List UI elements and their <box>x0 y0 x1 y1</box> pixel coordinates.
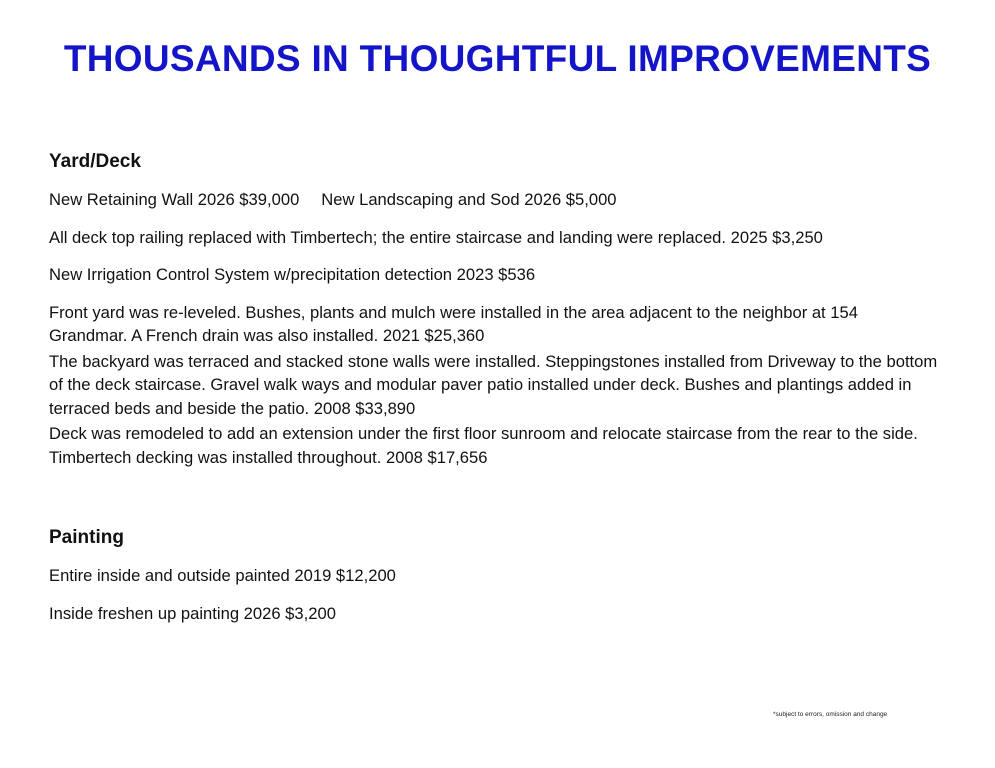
item-retaining-wall: New Retaining Wall 2026 $39,000 <box>49 190 300 209</box>
list-item-front-yard: Front yard was re-leveled. Bushes, plants and mulch were installed in the area adjacent to the neighbor at 154 Grandmar. A French drain was also installed. 2021 $25,360 <box>49 302 858 345</box>
list-item-retaining-wall-and-landscaping <box>49 188 939 212</box>
page-title: THOUSANDS IN THOUGHTFUL IMPROVEMENTS <box>63 38 932 79</box>
list-item-freshen-up: Inside freshen up painting 2026 $3,200 <box>49 603 336 623</box>
section-heading-painting: Painting <box>49 527 124 548</box>
section-painting <box>49 526 939 639</box>
list-item-deck-railing: All deck top railing replaced with Timbertech; the entire staircase and landing were replaced. 2025 $3,250 <box>49 227 823 247</box>
footnote-disclaimer: *subject to errors, omission and change <box>773 711 888 718</box>
list-item-deck-remodel: Deck was remodeled to add an extension under the first floor sunroom and relocate staircase from the rear to the side. Timbertech decking was installed throughout. 2008 $17,656 <box>49 424 918 467</box>
list-item-irrigation: New Irrigation Control System w/precipitation detection 2023 $536 <box>49 265 536 284</box>
section-yard-deck <box>49 150 939 483</box>
list-item-full-paint: Entire inside and outside painted 2019 $12,200 <box>49 566 396 585</box>
list-item-backyard: The backyard was terraced and stacked stone walls were installed. Steppingstones installed from Driveway to the bottom of the deck staircase. Gravel walk ways and modular paver patio installed under deck. Bushes and plantings added in terraced beds and beside the patio. 2008 $33,890 <box>49 351 938 418</box>
section-heading-yard-deck: Yard/Deck <box>49 151 141 172</box>
item-landscaping-sod: New Landscaping and Sod 2026 $5,000 <box>321 190 617 209</box>
